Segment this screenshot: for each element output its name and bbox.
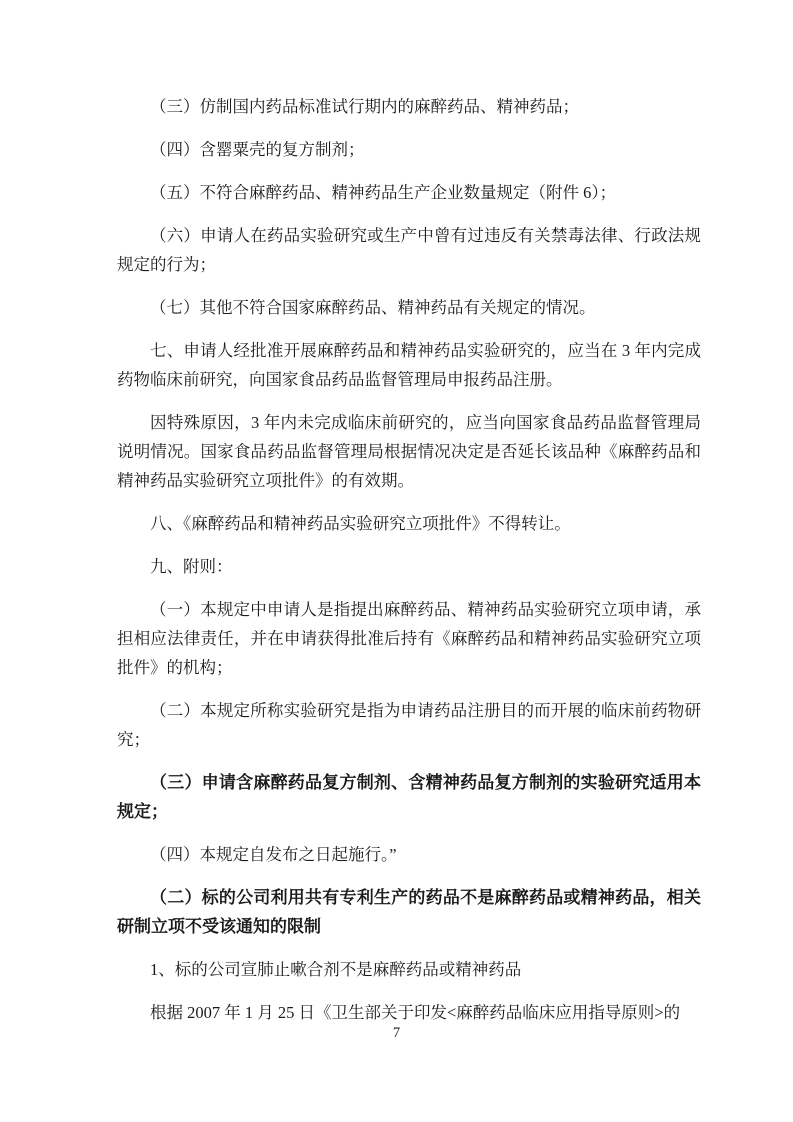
bold-paragraph: （三）申请含麻醉药品复方制剂、含精神药品复方制剂的实验研究适用本规定； — [117, 773, 701, 821]
paragraph: （七）其他不符合国家麻醉药品、精神药品有关规定的情况。 — [150, 298, 596, 317]
page-number: 7 — [392, 1025, 401, 1041]
paragraph: （五）不符合麻醉药品、精神药品生产企业数量规定（附件 6）； — [150, 183, 617, 202]
paragraph: （二）本规定所称实验研究是指为申请药品注册目的而开展的临床前药物研究； — [117, 701, 701, 749]
paragraph: （一）本规定中申请人是指提出麻醉药品、精神药品实验研究立项申请，承担相应法律责任，并在申请获得批准后持有《麻醉药品和精神药品实验研究立项批件》的机构； — [117, 600, 701, 677]
paragraph: 因特殊原因，3 年内未完成临床前研究的，应当向国家食品药品监督管理局说明情况。国家食品药品监督管理局根据情况决定是否延长该品种《麻醉药品和精神药品实验研究立项批件》的有效期。 — [117, 413, 701, 490]
paragraph: （四）本规定自发布之日起施行。” — [150, 845, 397, 864]
paragraph: 八、《麻醉药品和精神药品实验研究立项批件》不得转让。 — [150, 514, 571, 533]
paragraph: （六）申请人在药品实验研究或生产中曾有过违反有关禁毒法律、行政法规规定的行为； — [117, 226, 701, 274]
paragraph: （三）仿制国内药品标准试行期内的麻醉药品、精神药品； — [150, 97, 579, 116]
bold-paragraph: （二）标的公司利用共有专利生产的药品不是麻醉药品或精神药品，相关研制立项不受该通知的限制 — [117, 888, 701, 936]
paragraph: 1、标的公司宣肺止嗽合剂不是麻醉药品或精神药品 — [150, 960, 522, 979]
paragraph: 七、申请人经批准开展麻醉药品和精神药品实验研究的，应当在 3 年内完成药物临床前研究，向国家食品药品监督管理局申报药品注册。 — [117, 341, 701, 389]
paragraph: 九、附则： — [150, 557, 233, 576]
paragraph: （四）含罂粟壳的复方制剂； — [150, 140, 365, 159]
document-body — [117, 92, 701, 1041]
paragraph: 根据 2007 年 1 月 25 日《卫生部关于印发<麻醉药品临床应用指导原则>的 — [150, 1003, 681, 1022]
